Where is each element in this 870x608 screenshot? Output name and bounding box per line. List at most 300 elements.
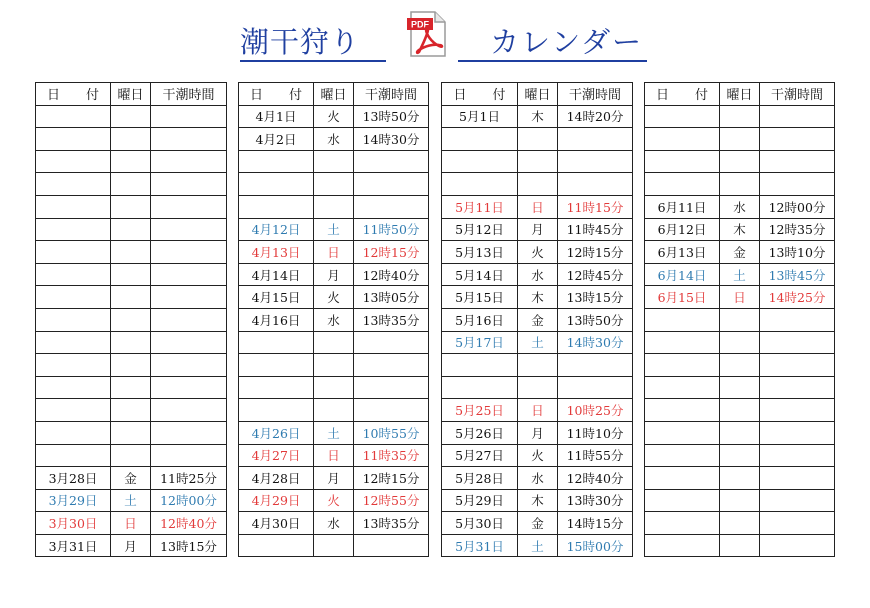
table-row bbox=[442, 421, 633, 444]
cell-weekday bbox=[720, 376, 760, 399]
cell-time bbox=[151, 128, 227, 151]
cell-time bbox=[151, 105, 227, 128]
cell-date bbox=[239, 150, 314, 173]
cell-weekday: 木 bbox=[518, 286, 558, 309]
cell-date bbox=[36, 150, 111, 173]
cell-weekday: 金 bbox=[111, 467, 151, 490]
cell-weekday bbox=[720, 421, 760, 444]
cell-time bbox=[760, 534, 835, 557]
table-row bbox=[239, 105, 429, 128]
cell-weekday bbox=[518, 128, 558, 151]
cell-time: 13時50分 bbox=[354, 105, 429, 128]
table-row bbox=[645, 195, 835, 218]
cell-date bbox=[239, 399, 314, 422]
cell-time: 12時35分 bbox=[760, 218, 835, 241]
cell-weekday bbox=[720, 399, 760, 422]
cell-date: 5月30日 bbox=[442, 512, 518, 535]
cell-date bbox=[36, 354, 111, 377]
cell-date bbox=[645, 512, 720, 535]
cell-time bbox=[558, 150, 633, 173]
header-row bbox=[442, 83, 633, 106]
table-row bbox=[239, 150, 429, 173]
table-row bbox=[645, 173, 835, 196]
cell-time: 14時30分 bbox=[558, 331, 633, 354]
cell-time bbox=[151, 150, 227, 173]
cell-weekday: 土 bbox=[314, 421, 354, 444]
cell-date: 5月14日 bbox=[442, 263, 518, 286]
cell-time bbox=[760, 173, 835, 196]
cell-date: 4月28日 bbox=[239, 467, 314, 490]
cell-weekday bbox=[720, 444, 760, 467]
cell-date bbox=[36, 444, 111, 467]
table-row bbox=[36, 195, 227, 218]
cell-date bbox=[36, 128, 111, 151]
cell-weekday: 火 bbox=[518, 241, 558, 264]
cell-date bbox=[36, 308, 111, 331]
table-row bbox=[442, 150, 633, 173]
cell-weekday: 月 bbox=[111, 534, 151, 557]
cell-date bbox=[442, 354, 518, 377]
table-row bbox=[36, 489, 227, 512]
cell-date: 4月2日 bbox=[239, 128, 314, 151]
cell-time bbox=[354, 331, 429, 354]
table-row bbox=[36, 331, 227, 354]
table-row bbox=[442, 128, 633, 151]
cell-weekday: 火 bbox=[314, 105, 354, 128]
table-row bbox=[645, 534, 835, 557]
cell-date bbox=[645, 376, 720, 399]
cell-date bbox=[239, 376, 314, 399]
table-row bbox=[442, 467, 633, 490]
cell-weekday bbox=[720, 150, 760, 173]
cell-time bbox=[151, 308, 227, 331]
table-row bbox=[239, 444, 429, 467]
table-row bbox=[239, 376, 429, 399]
cell-date bbox=[645, 354, 720, 377]
cell-date bbox=[36, 421, 111, 444]
table-row bbox=[645, 218, 835, 241]
cell-time: 11時25分 bbox=[151, 467, 227, 490]
cell-weekday bbox=[720, 467, 760, 490]
table-row bbox=[645, 241, 835, 264]
cell-time bbox=[760, 489, 835, 512]
cell-date bbox=[442, 376, 518, 399]
table-row bbox=[645, 399, 835, 422]
cell-time bbox=[760, 105, 835, 128]
table-row bbox=[442, 376, 633, 399]
cell-time bbox=[354, 354, 429, 377]
cell-time bbox=[354, 399, 429, 422]
cell-weekday: 木 bbox=[518, 489, 558, 512]
table-row bbox=[645, 105, 835, 128]
cell-weekday: 水 bbox=[518, 263, 558, 286]
cell-time: 13時50分 bbox=[558, 308, 633, 331]
cell-date: 5月26日 bbox=[442, 421, 518, 444]
header-date: 日 付 bbox=[442, 83, 518, 106]
cell-date: 6月12日 bbox=[645, 218, 720, 241]
table-row bbox=[239, 195, 429, 218]
cell-weekday bbox=[111, 376, 151, 399]
title-bar bbox=[0, 8, 870, 68]
cell-time: 15時00分 bbox=[558, 534, 633, 557]
table-row bbox=[36, 534, 227, 557]
table-row bbox=[239, 467, 429, 490]
table-row bbox=[645, 354, 835, 377]
table-row bbox=[239, 286, 429, 309]
cell-date bbox=[36, 376, 111, 399]
cell-date: 3月30日 bbox=[36, 512, 111, 535]
cell-weekday: 月 bbox=[518, 218, 558, 241]
cell-weekday: 日 bbox=[518, 195, 558, 218]
cell-weekday bbox=[111, 263, 151, 286]
cell-date bbox=[239, 534, 314, 557]
cell-time: 13時35分 bbox=[354, 308, 429, 331]
cell-time bbox=[354, 150, 429, 173]
calendar-column-april bbox=[238, 82, 429, 557]
table-row bbox=[36, 421, 227, 444]
cell-time: 11時50分 bbox=[354, 218, 429, 241]
cell-time bbox=[760, 150, 835, 173]
cell-time bbox=[151, 376, 227, 399]
cell-time: 11時15分 bbox=[558, 195, 633, 218]
table-row bbox=[36, 399, 227, 422]
cell-date bbox=[36, 331, 111, 354]
table-row bbox=[442, 399, 633, 422]
cell-weekday: 土 bbox=[111, 489, 151, 512]
cell-date bbox=[645, 331, 720, 354]
cell-date bbox=[645, 173, 720, 196]
cell-weekday: 土 bbox=[314, 218, 354, 241]
header-date: 日 付 bbox=[239, 83, 314, 106]
cell-date bbox=[36, 399, 111, 422]
table-row bbox=[442, 263, 633, 286]
cell-date: 5月15日 bbox=[442, 286, 518, 309]
cell-date: 6月11日 bbox=[645, 195, 720, 218]
cell-date bbox=[239, 354, 314, 377]
table-row bbox=[442, 331, 633, 354]
cell-date bbox=[442, 173, 518, 196]
cell-weekday bbox=[314, 150, 354, 173]
cell-date bbox=[239, 195, 314, 218]
table-row bbox=[36, 173, 227, 196]
header-row bbox=[239, 83, 429, 106]
cell-weekday: 水 bbox=[314, 512, 354, 535]
cell-weekday: 火 bbox=[314, 286, 354, 309]
cell-weekday bbox=[111, 331, 151, 354]
cell-date bbox=[645, 534, 720, 557]
cell-time bbox=[151, 286, 227, 309]
table-row bbox=[645, 512, 835, 535]
cell-time bbox=[151, 241, 227, 264]
cell-weekday bbox=[111, 444, 151, 467]
table-row bbox=[442, 489, 633, 512]
cell-date bbox=[239, 173, 314, 196]
cell-time bbox=[354, 195, 429, 218]
cell-weekday bbox=[111, 286, 151, 309]
cell-time: 13時05分 bbox=[354, 286, 429, 309]
cell-date bbox=[645, 467, 720, 490]
header-row bbox=[36, 83, 227, 106]
cell-weekday bbox=[314, 376, 354, 399]
cell-date: 4月27日 bbox=[239, 444, 314, 467]
cell-time bbox=[760, 354, 835, 377]
cell-date bbox=[645, 399, 720, 422]
cell-time: 12時15分 bbox=[354, 241, 429, 264]
cell-time bbox=[760, 308, 835, 331]
cell-weekday: 金 bbox=[518, 308, 558, 331]
cell-date: 4月29日 bbox=[239, 489, 314, 512]
cell-weekday bbox=[518, 354, 558, 377]
table-row bbox=[442, 512, 633, 535]
table-row bbox=[442, 534, 633, 557]
cell-weekday: 水 bbox=[720, 195, 760, 218]
cell-time: 11時35分 bbox=[354, 444, 429, 467]
calendar-column-may bbox=[441, 82, 633, 557]
cell-time: 14時30分 bbox=[354, 128, 429, 151]
cell-weekday bbox=[720, 308, 760, 331]
cell-date bbox=[36, 241, 111, 264]
cell-weekday bbox=[314, 195, 354, 218]
table-row bbox=[239, 399, 429, 422]
header-weekday: 曜日 bbox=[111, 83, 151, 106]
cell-date bbox=[645, 128, 720, 151]
cell-time bbox=[558, 354, 633, 377]
table-row bbox=[442, 173, 633, 196]
cell-date bbox=[645, 444, 720, 467]
table-row bbox=[36, 286, 227, 309]
table-row bbox=[442, 286, 633, 309]
cell-time: 12時15分 bbox=[558, 241, 633, 264]
cell-date: 3月28日 bbox=[36, 467, 111, 490]
cell-time bbox=[151, 263, 227, 286]
header-weekday: 曜日 bbox=[720, 83, 760, 106]
table-row bbox=[36, 444, 227, 467]
cell-date bbox=[36, 173, 111, 196]
table-row bbox=[36, 128, 227, 151]
cell-date: 5月25日 bbox=[442, 399, 518, 422]
cell-weekday: 土 bbox=[518, 534, 558, 557]
cell-date: 5月1日 bbox=[442, 105, 518, 128]
table-row bbox=[239, 421, 429, 444]
cell-time: 13時45分 bbox=[760, 263, 835, 286]
cell-time: 12時00分 bbox=[151, 489, 227, 512]
cell-weekday: 金 bbox=[518, 512, 558, 535]
cell-date bbox=[36, 263, 111, 286]
table-row bbox=[645, 376, 835, 399]
cell-date: 4月1日 bbox=[239, 105, 314, 128]
cell-date: 5月28日 bbox=[442, 467, 518, 490]
cell-weekday: 火 bbox=[518, 444, 558, 467]
calendar-column-march bbox=[35, 82, 227, 557]
cell-time bbox=[354, 534, 429, 557]
cell-time bbox=[760, 376, 835, 399]
cell-weekday bbox=[720, 105, 760, 128]
cell-date bbox=[645, 421, 720, 444]
table-row bbox=[645, 128, 835, 151]
cell-weekday bbox=[720, 512, 760, 535]
cell-date bbox=[36, 105, 111, 128]
table-row bbox=[645, 150, 835, 173]
cell-date: 4月16日 bbox=[239, 308, 314, 331]
cell-date: 5月11日 bbox=[442, 195, 518, 218]
cell-weekday: 日 bbox=[314, 241, 354, 264]
cell-time: 10時55分 bbox=[354, 421, 429, 444]
cell-time bbox=[760, 331, 835, 354]
cell-weekday bbox=[111, 128, 151, 151]
cell-date: 4月15日 bbox=[239, 286, 314, 309]
table-row bbox=[442, 444, 633, 467]
table-row bbox=[442, 195, 633, 218]
cell-weekday bbox=[720, 354, 760, 377]
cell-weekday: 土 bbox=[518, 331, 558, 354]
cell-time: 12時40分 bbox=[354, 263, 429, 286]
cell-time bbox=[760, 399, 835, 422]
cell-date: 4月14日 bbox=[239, 263, 314, 286]
cell-time bbox=[760, 512, 835, 535]
table-row bbox=[239, 354, 429, 377]
table-row bbox=[645, 444, 835, 467]
table-row bbox=[442, 105, 633, 128]
table-row bbox=[645, 489, 835, 512]
cell-date bbox=[36, 195, 111, 218]
header-date: 日 付 bbox=[645, 83, 720, 106]
cell-weekday bbox=[720, 128, 760, 151]
cell-weekday bbox=[111, 241, 151, 264]
table-row bbox=[645, 263, 835, 286]
cell-weekday bbox=[518, 150, 558, 173]
header-weekday: 曜日 bbox=[518, 83, 558, 106]
cell-date bbox=[239, 331, 314, 354]
cell-time bbox=[151, 444, 227, 467]
cell-weekday bbox=[314, 173, 354, 196]
table-row bbox=[239, 331, 429, 354]
table-row bbox=[36, 263, 227, 286]
header-time: 干潮時間 bbox=[354, 83, 429, 106]
cell-date: 5月31日 bbox=[442, 534, 518, 557]
cell-date bbox=[36, 286, 111, 309]
header-date: 日 付 bbox=[36, 83, 111, 106]
table-row bbox=[645, 331, 835, 354]
cell-weekday: 月 bbox=[314, 467, 354, 490]
table-row bbox=[36, 218, 227, 241]
table-row bbox=[239, 308, 429, 331]
cell-weekday: 月 bbox=[518, 421, 558, 444]
cell-time bbox=[151, 331, 227, 354]
cell-date: 4月26日 bbox=[239, 421, 314, 444]
cell-weekday: 月 bbox=[314, 263, 354, 286]
cell-time bbox=[760, 444, 835, 467]
cell-time bbox=[760, 128, 835, 151]
cell-time bbox=[151, 218, 227, 241]
table-row bbox=[645, 286, 835, 309]
table-row bbox=[239, 128, 429, 151]
table-row bbox=[36, 105, 227, 128]
table-row bbox=[36, 512, 227, 535]
cell-date bbox=[645, 308, 720, 331]
cell-date bbox=[645, 150, 720, 173]
cell-time bbox=[558, 128, 633, 151]
cell-weekday: 木 bbox=[518, 105, 558, 128]
cell-weekday bbox=[720, 534, 760, 557]
cell-time: 14時15分 bbox=[558, 512, 633, 535]
table-row bbox=[442, 354, 633, 377]
cell-time: 13時10分 bbox=[760, 241, 835, 264]
cell-date: 5月29日 bbox=[442, 489, 518, 512]
cell-date: 6月15日 bbox=[645, 286, 720, 309]
cell-date bbox=[442, 150, 518, 173]
table-row bbox=[442, 241, 633, 264]
cell-weekday: 水 bbox=[314, 308, 354, 331]
cell-weekday bbox=[314, 354, 354, 377]
cell-date: 3月29日 bbox=[36, 489, 111, 512]
cell-weekday: 日 bbox=[314, 444, 354, 467]
cell-date bbox=[645, 105, 720, 128]
cell-date: 5月12日 bbox=[442, 218, 518, 241]
table-row bbox=[239, 263, 429, 286]
cell-date: 4月12日 bbox=[239, 218, 314, 241]
table-row bbox=[442, 218, 633, 241]
header-weekday: 曜日 bbox=[314, 83, 354, 106]
pdf-file-icon[interactable] bbox=[405, 10, 451, 58]
table-row bbox=[645, 308, 835, 331]
cell-time: 13時30分 bbox=[558, 489, 633, 512]
cell-weekday bbox=[314, 331, 354, 354]
table-row bbox=[36, 308, 227, 331]
header-time: 干潮時間 bbox=[558, 83, 633, 106]
cell-weekday: 水 bbox=[518, 467, 558, 490]
cell-time bbox=[760, 467, 835, 490]
cell-weekday bbox=[314, 534, 354, 557]
cell-time bbox=[151, 354, 227, 377]
cell-weekday: 金 bbox=[720, 241, 760, 264]
cell-date: 5月16日 bbox=[442, 308, 518, 331]
cell-time: 10時25分 bbox=[558, 399, 633, 422]
cell-time: 12時45分 bbox=[558, 263, 633, 286]
cell-time bbox=[558, 173, 633, 196]
cell-weekday bbox=[720, 489, 760, 512]
cell-time: 12時55分 bbox=[354, 489, 429, 512]
table-row bbox=[239, 218, 429, 241]
table-row bbox=[645, 467, 835, 490]
cell-date bbox=[442, 128, 518, 151]
cell-time bbox=[151, 173, 227, 196]
header-time: 干潮時間 bbox=[151, 83, 227, 106]
cell-time: 12時15分 bbox=[354, 467, 429, 490]
cell-weekday: 日 bbox=[720, 286, 760, 309]
table-row bbox=[36, 354, 227, 377]
cell-weekday bbox=[314, 399, 354, 422]
cell-weekday: 日 bbox=[518, 399, 558, 422]
cell-date: 3月31日 bbox=[36, 534, 111, 557]
cell-weekday: 木 bbox=[720, 218, 760, 241]
cell-time bbox=[151, 195, 227, 218]
table-row bbox=[442, 308, 633, 331]
cell-time: 14時20分 bbox=[558, 105, 633, 128]
cell-weekday bbox=[720, 173, 760, 196]
cell-time: 13時15分 bbox=[151, 534, 227, 557]
cell-time: 13時35分 bbox=[354, 512, 429, 535]
table-row bbox=[239, 534, 429, 557]
cell-weekday bbox=[111, 173, 151, 196]
cell-weekday bbox=[111, 195, 151, 218]
table-row bbox=[239, 489, 429, 512]
cell-weekday bbox=[111, 150, 151, 173]
cell-time: 12時40分 bbox=[151, 512, 227, 535]
cell-weekday: 土 bbox=[720, 263, 760, 286]
cell-weekday bbox=[111, 218, 151, 241]
cell-time: 11時10分 bbox=[558, 421, 633, 444]
calendar-column-june bbox=[644, 82, 835, 557]
